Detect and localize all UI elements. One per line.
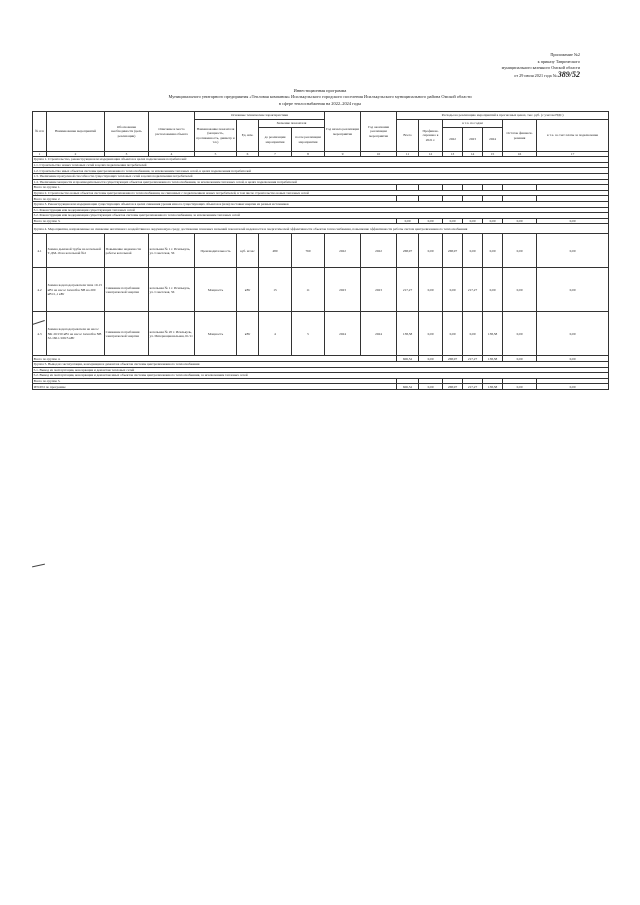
row-location: котельная № 1 г. Исилькуль, ул. Советская, 56 bbox=[149, 268, 195, 312]
col-number: 7 bbox=[259, 152, 292, 157]
row-total: 138,58 bbox=[397, 312, 419, 356]
header-prev-years: Профинан-сировано к 2021 г. bbox=[419, 120, 443, 152]
appendix-number: 389/52 bbox=[557, 69, 580, 79]
row-y2023: 217,27 bbox=[463, 268, 483, 312]
row-before: 15 bbox=[259, 268, 292, 312]
header-location: Описание и место расположения объекта bbox=[149, 112, 195, 152]
row-remaining: 0,00 bbox=[503, 234, 537, 268]
header-name: Наименование мероприятий bbox=[47, 112, 105, 152]
total-cell: 0,00 bbox=[463, 218, 483, 224]
grand-total-cell: 138,58 bbox=[483, 384, 503, 390]
total-group-1-label: Всего по группе 1. bbox=[33, 185, 397, 191]
header-y2022: 2022 bbox=[443, 128, 463, 152]
header-year-start: Год начала реализации мероприятия bbox=[325, 112, 361, 152]
appendix-date: от 29 июля 2021 года № bbox=[514, 72, 557, 78]
header-remaining: Остаток финанси-рования bbox=[503, 120, 537, 152]
total-cell: 0,00 bbox=[419, 356, 443, 362]
total-cell: 0,00 bbox=[483, 218, 503, 224]
appendix-line-4 bbox=[470, 69, 580, 80]
row-y2023: 0,00 bbox=[463, 234, 483, 268]
col-number: 10 bbox=[361, 152, 397, 157]
row-num: 4.2 bbox=[33, 268, 47, 312]
table-row bbox=[33, 312, 609, 356]
row-unit: куб. м/час bbox=[237, 234, 259, 268]
section-group-1: Группа 1. Строительство, реконструкция или модернизация объектов в целях подключения потребителей: bbox=[33, 157, 609, 163]
header-value-group: Значение показателя bbox=[259, 120, 325, 128]
row-num: 4.3 bbox=[33, 312, 47, 356]
section-1-1: 1.1. Строительство новых тепловых сетей в целях подключения потребителей bbox=[33, 162, 609, 168]
row-prev: 0,00 bbox=[419, 268, 443, 312]
row-y2024: 0,00 bbox=[483, 268, 503, 312]
grand-total-cell: 606,52 bbox=[397, 384, 419, 390]
grand-total-label: ИТОГО по программе bbox=[33, 384, 397, 390]
total-cell: 0,00 bbox=[537, 218, 609, 224]
appendix-line-3: муниципального казенного Омской области bbox=[501, 65, 580, 71]
row-name: Замена водоподогревателя типа 10-15 кВт на насос Grundfos NB на 200 кВт/1,1 кВт bbox=[47, 268, 105, 312]
section-3-2: 3.2. Реконструкция или модернизация существующих объектов системы централизованного теплоснабжения, за исключением тепловых сетей bbox=[33, 213, 609, 219]
row-year-end: 2023 bbox=[361, 268, 397, 312]
row-year-start: 2022 bbox=[325, 234, 361, 268]
row-name: Замена водоподогревателя на насос NK 20/150 кВт на насос Grundfos NB 32-160.1/166/5 кВт bbox=[47, 312, 105, 356]
section-5-1: 5.1. Вывод из эксплуатации, консервация и демонтаж тепловых сетей bbox=[33, 367, 609, 373]
row-justification: Снижение потребления электрической энергии bbox=[105, 312, 149, 356]
row-unit: кВт bbox=[237, 268, 259, 312]
title-line-3: в сфере теплоснабжения на 2022–2024 годы bbox=[278, 100, 362, 106]
appendix-line-2: к приказу Таврического bbox=[537, 58, 580, 64]
grand-total-cell: 0,00 bbox=[419, 384, 443, 390]
row-tariff: 0,00 bbox=[537, 312, 609, 356]
header-cost-group: Расходы на реализацию мероприятий в прогнозных ценах, тыс. руб. (с учетом НДС) bbox=[397, 112, 609, 120]
row-param: Мощность bbox=[195, 268, 237, 312]
section-group-2: Группа 2. Строительство новых объектов системы централизованного теплоснабжения, не связанных с подключением новых потребителей, в том числе строительство новых тепловых сетей bbox=[33, 190, 609, 196]
col-number: 15 bbox=[483, 152, 503, 157]
section-1-2: 1.2. Строительство иных объектов системы централизованного теплоснабжения, за исключением тепловых сетей, в целях подключения потребителей bbox=[33, 168, 609, 174]
row-after: 760 bbox=[292, 234, 325, 268]
row-location: котельная № 1 г. Исилькуль, ул. Советская, 56 bbox=[149, 234, 195, 268]
row-y2024: 138,58 bbox=[483, 312, 503, 356]
total-cell: 138,58 bbox=[483, 356, 503, 362]
header-num: № п/п bbox=[33, 112, 47, 152]
header-by-years: в т.ч. по годам bbox=[443, 120, 503, 128]
row-year-end: 2022 bbox=[361, 234, 397, 268]
grand-total-cell: 217,27 bbox=[463, 384, 483, 390]
row-y2022: 0,00 bbox=[443, 268, 463, 312]
header-y2023: 2023 bbox=[463, 128, 483, 152]
row-y2023: 0,00 bbox=[463, 312, 483, 356]
document-title bbox=[150, 88, 490, 107]
col-number: 3 bbox=[105, 152, 149, 157]
total-cell: 0,00 bbox=[503, 356, 537, 362]
col-number: 9 bbox=[325, 152, 361, 157]
col-number: 5 bbox=[195, 152, 237, 157]
header-incl-tariff: в т.ч. за счет платы за подключение bbox=[537, 120, 609, 152]
total-cell: 217,27 bbox=[463, 356, 483, 362]
section-group-4: Группа 4. Мероприятия, направленные на снижение негативного воздействия на окружающую среду, достижение плановых значений показателей надежности и энергетической эффективности объектов теплоснабжения, повышение эффективности работы систем централизованного теплоснабжения bbox=[33, 224, 609, 234]
appendix-line-1: Приложение №2 bbox=[550, 52, 580, 57]
row-total: 217,27 bbox=[397, 268, 419, 312]
row-after: 11 bbox=[292, 268, 325, 312]
total-cell: 0,00 bbox=[537, 356, 609, 362]
title-line-2: Муниципального унитарного предприятия «Тепловая компания» Исилькульского городского поселения Исилькульского муниципального района Омской области bbox=[168, 94, 472, 100]
row-unit: кВт bbox=[237, 312, 259, 356]
col-number: 12 bbox=[419, 152, 443, 157]
row-remaining: 0,00 bbox=[503, 268, 537, 312]
total-group-5-label: Всего по группе 5. bbox=[33, 378, 397, 384]
row-total: 268,97 bbox=[397, 234, 419, 268]
row-tariff: 0,00 bbox=[537, 268, 609, 312]
col-number: 2 bbox=[47, 152, 105, 157]
row-before: 480 bbox=[259, 234, 292, 268]
row-y2022: 268,97 bbox=[443, 234, 463, 268]
row-year-start: 2024 bbox=[325, 312, 361, 356]
section-group-5: Группа 5. Вывод из эксплуатации, консервация и демонтаж объектов системы централизованного теплоснабжения bbox=[33, 362, 609, 368]
total-cell: 268,97 bbox=[443, 356, 463, 362]
row-year-end: 2024 bbox=[361, 312, 397, 356]
header-justification: Обоснование необходимости (цель реализации) bbox=[105, 112, 149, 152]
header-unit: Ед. изм. bbox=[237, 120, 259, 152]
row-param: Мощность bbox=[195, 312, 237, 356]
row-name: Замена дымовой трубы на котельной Т-ДМ-16 на котельной №2 bbox=[47, 234, 105, 268]
table-row bbox=[33, 268, 609, 312]
grand-total-cell: 0,00 bbox=[537, 384, 609, 390]
section-row bbox=[33, 224, 609, 234]
row-after: 5 bbox=[292, 312, 325, 356]
appendix-block bbox=[470, 52, 580, 79]
section-group-3: Группа 3. Реконструкция или модернизация существующих объектов в целях снижения уровня износа существующих объектов и (или) поставки энергии из разных источников bbox=[33, 202, 609, 208]
scan-mark-bottom bbox=[32, 564, 45, 568]
col-number: 8 bbox=[292, 152, 325, 157]
row-year-start: 2023 bbox=[325, 268, 361, 312]
row-tariff: 0,00 bbox=[537, 234, 609, 268]
col-number: 4 bbox=[149, 152, 195, 157]
header-y2024: 2024 bbox=[483, 128, 503, 152]
investment-table bbox=[32, 111, 609, 390]
row-location: котельная № 20 г. Исилькуль, ул. Интернациональная, 61/11 bbox=[149, 312, 195, 356]
section-1-4: 1.4. Увеличение мощности и производительности существующих объектов централизованного теплоснабжения, за исключением тепловых сетей, в целях подключения потребителей bbox=[33, 179, 609, 185]
row-y2022: 0,00 bbox=[443, 312, 463, 356]
row-remaining: 0,00 bbox=[503, 312, 537, 356]
header-after: после реализации мероприятия bbox=[292, 128, 325, 152]
row-prev: 0,00 bbox=[419, 234, 443, 268]
total-cell: 0,00 bbox=[419, 218, 443, 224]
section-5-2: 5.2. Вывод из эксплуатации, консервация и демонтаж иных объектов системы централизованного теплоснабжения, за исключением тепловых сетей bbox=[33, 373, 609, 379]
row-before: 4 bbox=[259, 312, 292, 356]
total-cell: 0,00 bbox=[443, 218, 463, 224]
total-group-3-label: Всего по группе 3. bbox=[33, 218, 397, 224]
row-y2024: 0,00 bbox=[483, 234, 503, 268]
table-row bbox=[33, 234, 609, 268]
grand-total-cell: 268,97 bbox=[443, 384, 463, 390]
grand-total-cell: 0,00 bbox=[503, 384, 537, 390]
grand-total-row bbox=[33, 384, 609, 390]
total-group-4-label: Всего по группе 4. bbox=[33, 356, 397, 362]
title-line-1: Инвестиционная программа bbox=[293, 88, 347, 93]
col-number: 13 bbox=[443, 152, 463, 157]
row-justification: Повышение надежности работы котельной bbox=[105, 234, 149, 268]
col-number: 1 bbox=[33, 152, 47, 157]
row-justification: Снижение потребления электрической энергии bbox=[105, 268, 149, 312]
total-group-2-label: Всего по группе 2. bbox=[33, 196, 397, 202]
total-cell: 0,00 bbox=[397, 218, 419, 224]
total-cell: 606,52 bbox=[397, 356, 419, 362]
header-year-end: Год окончания реализации мероприятия bbox=[361, 112, 397, 152]
section-3-1: 3.1. Реконструкция или модернизация существующих тепловых сетей bbox=[33, 207, 609, 213]
row-param: Производительность bbox=[195, 234, 237, 268]
col-number: 11 bbox=[397, 152, 419, 157]
header-before: до реализации мероприятия bbox=[259, 128, 292, 152]
col-number: 16 bbox=[503, 152, 537, 157]
row-num: 4.1 bbox=[33, 234, 47, 268]
header-row-1 bbox=[33, 112, 609, 120]
col-number: 17 bbox=[537, 152, 609, 157]
header-param-name: Наименование показателя (мощность, протяженность, диаметр и т.п.) bbox=[195, 120, 237, 152]
header-tech-group: Основные технические характеристики bbox=[195, 112, 325, 120]
row-prev: 0,00 bbox=[419, 312, 443, 356]
section-1-3: 1.3. Увеличение пропускной способности существующих тепловых сетей в целях подключения потребителей bbox=[33, 174, 609, 180]
total-cell: 0,00 bbox=[503, 218, 537, 224]
col-number: 6 bbox=[237, 152, 259, 157]
col-number: 14 bbox=[463, 152, 483, 157]
header-total: Всего bbox=[397, 120, 419, 152]
